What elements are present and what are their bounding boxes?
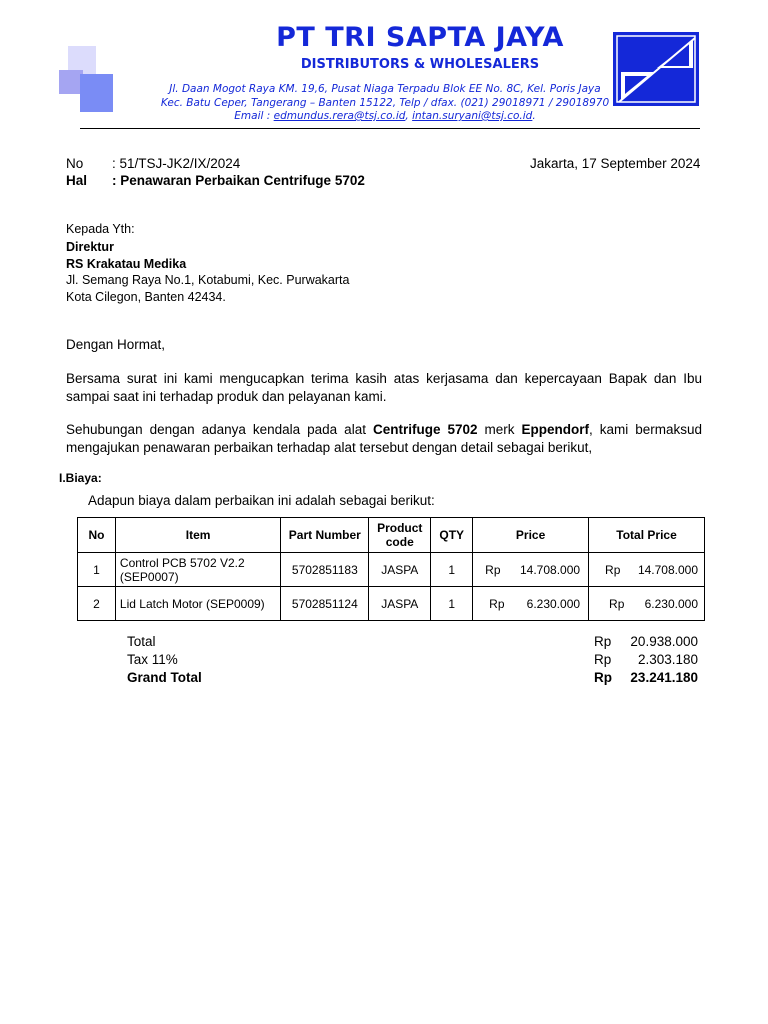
table-row — [78, 553, 705, 587]
summary-grand-value: 23.241.180 — [630, 670, 698, 685]
cell-part-number: 5702851124 — [281, 587, 369, 621]
cell-part-number: 5702851183 — [281, 553, 369, 587]
summary-tax-currency: Rp — [594, 652, 612, 667]
header-price: Price — [473, 518, 589, 553]
email-link-1[interactable]: edmundus.rera@tsj.co.id — [273, 110, 406, 122]
cell-item: Control PCB 5702 V2.2 (SEP0007) — [115, 553, 280, 587]
summary-grand-label: Grand Total — [127, 670, 202, 685]
cell-price — [473, 587, 589, 621]
place-date: Jakarta, 17 September 2024 — [530, 156, 701, 171]
total-value: 6.230.000 — [644, 596, 698, 611]
price-currency: Rp — [489, 596, 505, 611]
total-currency: Rp — [605, 562, 621, 577]
summary-total-currency: Rp — [594, 634, 612, 649]
paragraph-offer-text-a: Sehubungan dengan adanya kendala pada alat — [66, 422, 373, 437]
no-label: No — [66, 156, 84, 171]
header-qty: QTY — [431, 518, 473, 553]
hal-label: Hal — [66, 173, 88, 188]
summary-total-label: Total — [127, 634, 156, 649]
hal-value: : Penawaran Perbaikan Centrifuge 5702 — [112, 173, 365, 188]
summary-total-value: 20.938.000 — [630, 634, 698, 649]
recipient-address-1: Jl. Semang Raya No.1, Kotabumi, Kec. Purwakarta — [66, 273, 350, 287]
recipient-title: Direktur — [66, 240, 114, 254]
cell-no: 1 — [78, 553, 116, 587]
header-divider — [80, 128, 700, 129]
summary-tax-value: 2.303.180 — [637, 652, 698, 667]
email-label: Email : — [234, 110, 271, 122]
device-name: Centrifuge 5702 — [372, 422, 478, 437]
header-total-price: Total Price — [589, 518, 705, 553]
recipient-org: RS Krakatau Medika — [66, 257, 187, 271]
decorative-square-main — [80, 74, 113, 112]
company-name: PT TRI SAPTA JAYA — [276, 22, 564, 53]
no-value: : 51/TSJ-JK2/IX/2024 — [112, 156, 241, 171]
address-line-1: Jl. Daan Mogot Raya KM. 19,6, Pusat Niaga Terpadu Blok EE No. 8C, Kel. Poris Jaya — [169, 83, 601, 95]
recipient-address-2: Kota Cilegon, Banten 42434. — [66, 290, 226, 304]
paragraph-offer-text-b: merk — [477, 422, 522, 437]
header-product-code: Product code — [369, 518, 431, 553]
cell-item: Lid Latch Motor (SEP0009) — [115, 587, 280, 621]
cell-total-price — [589, 587, 705, 621]
section-title-biaya: I.Biaya: — [59, 471, 102, 485]
kepada-label: Kepada Yth: — [66, 222, 135, 236]
total-currency: Rp — [609, 596, 625, 611]
cell-product-code: JASPA — [369, 553, 431, 587]
price-value: 6.230.000 — [526, 596, 581, 611]
cell-total-price — [589, 553, 705, 587]
price-currency: Rp — [485, 562, 501, 577]
paragraph-thanks: Bersama surat ini kami mengucapkan terima kasih atas kerjasama dan kepercayaan Bapak dan Ibu sampai saat ini terhadap produk dan pelayanan kami. — [66, 371, 702, 404]
brand-name: Eppendorf — [521, 422, 589, 437]
total-value: 14.708.000 — [637, 562, 698, 577]
email-end: . — [532, 110, 536, 122]
summary-grand-currency: Rp — [594, 670, 612, 685]
header-no: No — [78, 518, 116, 553]
email-separator: , — [405, 110, 409, 122]
header-part-number: Part Number — [281, 518, 369, 553]
cell-price — [473, 553, 589, 587]
greeting: Dengan Hormat, — [66, 337, 166, 352]
cell-qty: 1 — [431, 587, 473, 621]
paragraph-offer-text-c: , kami bermaksud mengajukan penawaran perbaikan terhadap alat tersebut dengan detail sebagai berikut, — [66, 422, 702, 455]
company-subtitle: DISTRIBUTORS & WHOLESALERS — [300, 57, 540, 72]
header-item: Item — [115, 518, 280, 553]
table-header-row — [78, 518, 705, 553]
cell-product-code: JASPA — [369, 587, 431, 621]
email-line — [130, 110, 640, 122]
cell-no: 2 — [78, 587, 116, 621]
summary-tax-label: Tax 11% — [127, 652, 178, 667]
cost-intro: Adapun biaya dalam perbaikan ini adalah sebagai berikut: — [88, 493, 435, 508]
cell-qty: 1 — [431, 553, 473, 587]
company-logo — [613, 32, 699, 106]
table-row — [78, 587, 705, 621]
email-link-2[interactable]: intan.suryani@tsj.co.id — [412, 110, 533, 122]
price-value: 14.708.000 — [519, 562, 581, 577]
address-line-2: Kec. Batu Ceper, Tangerang – Banten 15122, Telp / dfax. (021) 29018971 / 29018970 — [160, 97, 610, 109]
items-table — [77, 517, 705, 621]
paragraph-offer — [66, 421, 702, 457]
